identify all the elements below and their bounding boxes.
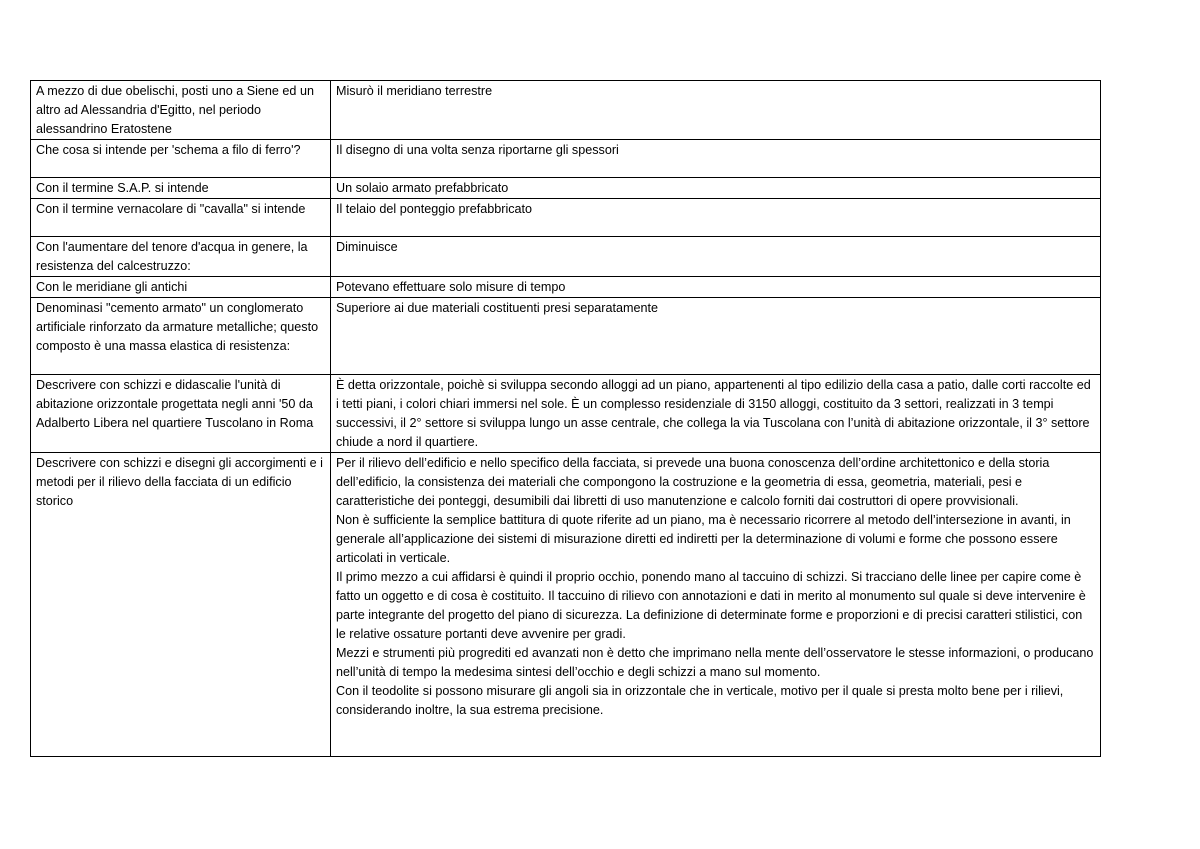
answer-cell: Il disegno di una volta senza riportarne gli spessori [331,140,1101,178]
answer-cell: Superiore ai due materiali costituenti presi separatamente [331,298,1101,375]
question-cell: Che cosa si intende per 'schema a filo di ferro'? [31,140,331,178]
table-row [31,199,1101,237]
question-cell: Con il termine vernacolare di "cavalla" si intende [31,199,331,237]
question-cell: Con le meridiane gli antichi [31,277,331,298]
answer-cell: Per il rilievo dell’edificio e nello specifico della facciata, si prevede una buona conoscenza dell’ordine architettonico e della storia dell’edificio, la consistenza dei materiali che compongono la costruzione e la geometria di essa, geometria, materiali, pesi e caratteristiche dei ponteggi, desumibili dai libretti di uso manutenzione e calcolo forniti dai costruttori di opere provvisionali. Non è sufficiente la semplice battitura di quote riferite ad un piano, ma è necessario ricorrere al metodo dell’intersezione in avanti, in generale all’applicazione dei sistemi di misurazione diretti ed indiretti per la determinazione di volumi e forme che possono essere articolati in verticale. Il primo mezzo a cui affidarsi è quindi il proprio occhio, ponendo mano al taccuino di schizzi. Si tracciano delle linee per capire come è fatto un oggetto e di cosa è costituito. Il taccuino di rilievo con annotazioni e dati in merito al monumento sul quale si deve intervenire è parte integrante del progetto del piano di sicurezza. La definizione di determinate forme e proporzioni e di precisi caratteri stilistici, con le relative ossature portanti deve avvenire per gradi. Mezzi e strumenti più progrediti ed avanzati non è detto che imprimano nella mente dell’osservatore le stesse informazioni, o producano nell’unità di tempo la medesima sintesi dell’occhio e degli schizzi a mano sul momento. Con il teodolite si possono misurare gli angoli sia in orizzontale che in verticale, motivo per il quale si presta molto bene per i rilievi, considerando inoltre, la sua estrema precisione. [331,453,1101,757]
answer-cell: Il telaio del ponteggio prefabbricato [331,199,1101,237]
table-row [31,81,1101,140]
qa-table [30,80,1101,757]
answer-cell: Diminuisce [331,237,1101,277]
table-row [31,178,1101,199]
table-row [31,277,1101,298]
question-cell: Denominasi "cemento armato" un conglomerato artificiale rinforzato da armature metalliche; questo composto è una massa elastica di resistenza: [31,298,331,375]
answer-cell: Un solaio armato prefabbricato [331,178,1101,199]
answer-cell: È detta orizzontale, poichè si sviluppa secondo alloggi ad un piano, appartenenti al tipo edilizio della casa a patio, dalle corti raccolte ed i tetti piani, i colori chiari immersi nel sole. È un complesso residenziale di 3150 alloggi, costituito da 3 settori, realizzati in 3 tempi successivi, il 2° settore si sviluppa lungo un asse centrale, che collega la via Tuscolana con l’unità di abitazione orizzontale, il 3° settore chiude a nord il quartiere. [331,375,1101,453]
question-cell: A mezzo di due obelischi, posti uno a Siene ed un altro ad Alessandria d'Egitto, nel periodo alessandrino Eratostene [31,81,331,140]
table-row [31,237,1101,277]
question-cell: Descrivere con schizzi e didascalie l'unità di abitazione orizzontale progettata negli anni '50 da Adalberto Libera nel quartiere Tuscolano in Roma [31,375,331,453]
table-row [31,298,1101,375]
table-row [31,140,1101,178]
question-cell: Descrivere con schizzi e disegni gli accorgimenti e i metodi per il rilievo della facciata di un edificio storico [31,453,331,757]
answer-cell: Potevano effettuare solo misure di tempo [331,277,1101,298]
table-row [31,453,1101,757]
question-cell: Con l'aumentare del tenore d'acqua in genere, la resistenza del calcestruzzo: [31,237,331,277]
answer-cell: Misurò il meridiano terrestre [331,81,1101,140]
table-row [31,375,1101,453]
question-cell: Con il termine S.A.P. si intende [31,178,331,199]
